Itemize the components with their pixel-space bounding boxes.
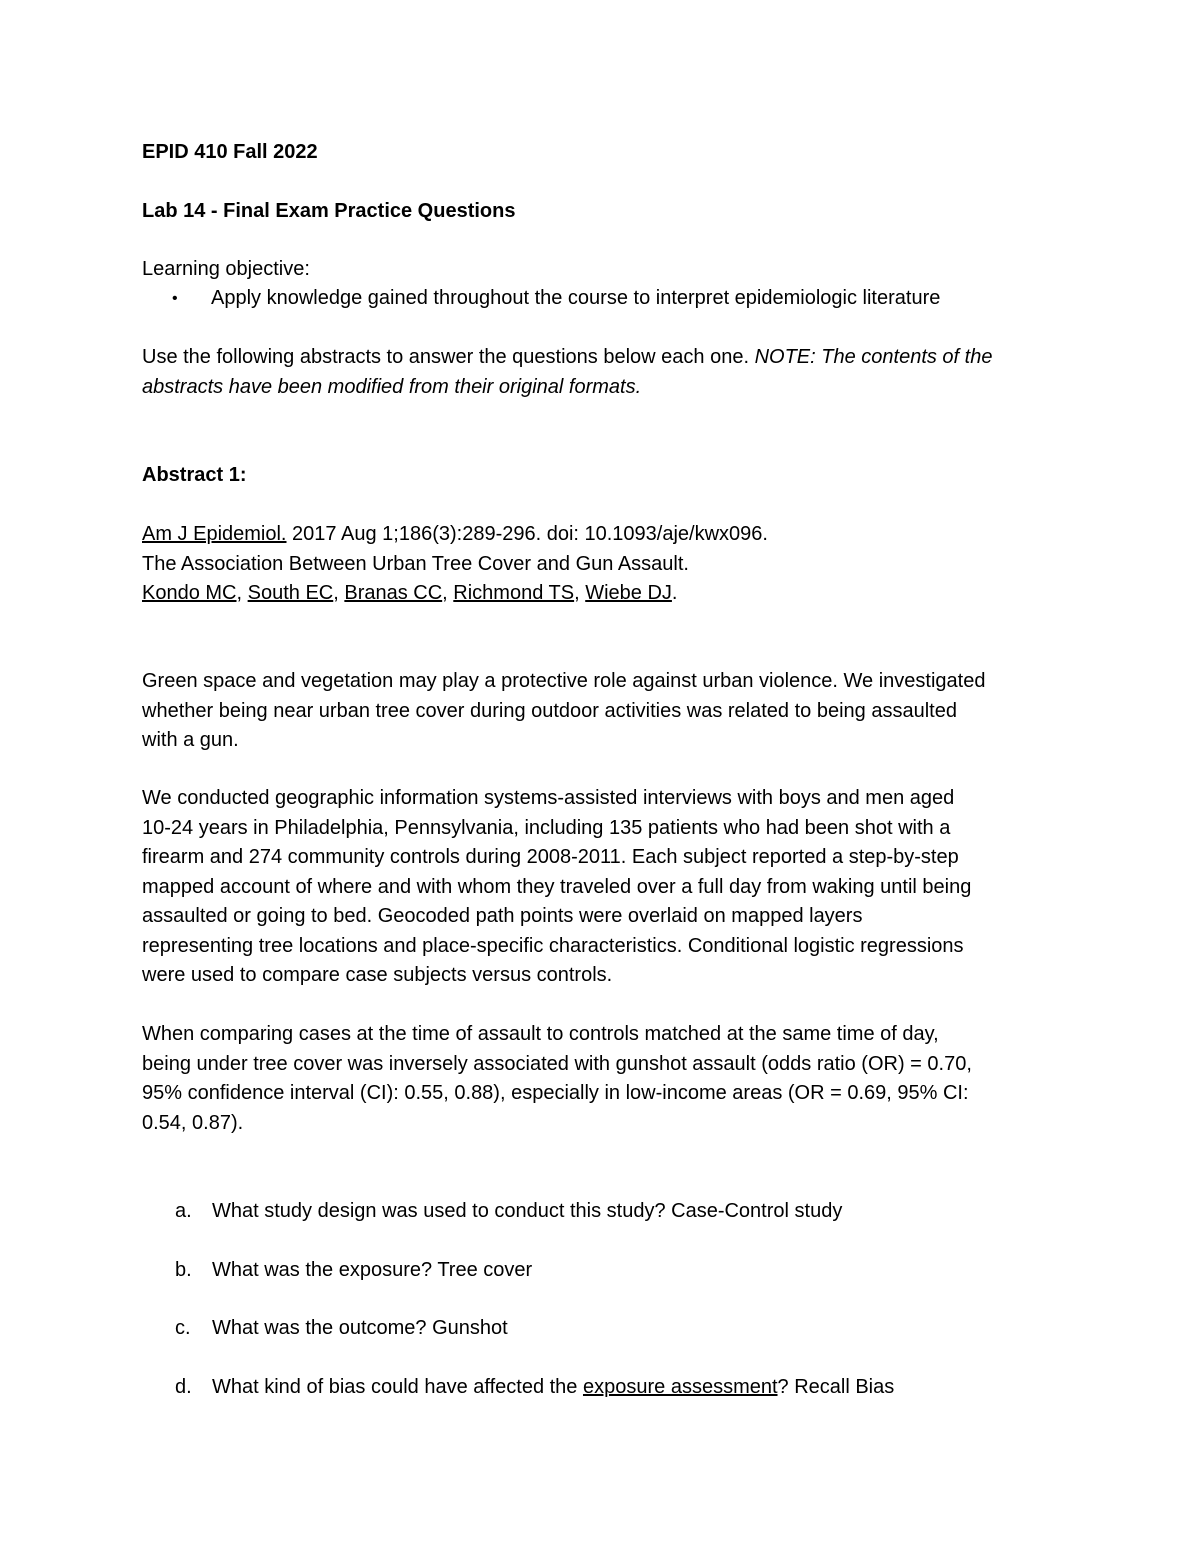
author-separator: , (333, 582, 345, 604)
author-link[interactable]: Branas CC (344, 582, 443, 604)
author-link[interactable]: Kondo MC (142, 582, 237, 604)
question-letter: b. (175, 1259, 192, 1281)
abstract-heading: Abstract 1: (142, 464, 247, 486)
author-link[interactable]: Richmond TS (453, 582, 575, 604)
citation (142, 520, 1072, 609)
paragraph-line: When comparing cases at the time of assault to controls matched at the same time of day, (142, 1023, 939, 1045)
paragraph-line: Green space and vegetation may play a protective role against urban violence. We investigated (142, 670, 986, 692)
question-text: What was the outcome? Gunshot (212, 1317, 508, 1339)
course-title: EPID 410 Fall 2022 (142, 141, 318, 163)
author-link[interactable]: South EC (247, 582, 334, 604)
question-underlined-term: exposure assessment (582, 1376, 778, 1398)
paragraph-line: were used to compare case subjects versus controls. (142, 964, 613, 986)
paragraph-line: whether being near urban tree cover during outdoor activities was related to being assaulted (142, 699, 957, 722)
paragraph-line: We conducted geographic information systems-assisted interviews with boys and men aged (142, 787, 955, 809)
objective-label: Learning objective: (142, 258, 310, 280)
bullet-icon: • (172, 290, 178, 307)
author-separator: , (574, 582, 586, 604)
question-text: What was the exposure? Tree cover (212, 1259, 533, 1281)
author-separator: , (236, 582, 248, 604)
article-title: The Association Between Urban Tree Cover and Gun Assault. (142, 552, 689, 575)
question-letter: c. (175, 1317, 191, 1339)
instructions (142, 343, 1072, 402)
journal-link[interactable]: Am J Epidemiol. (142, 523, 287, 545)
paragraph-line: firearm and 274 community controls during 2008-2011. Each subject reported a step-by-step (142, 846, 959, 868)
author-list (142, 579, 1072, 609)
question-letter: a. (175, 1200, 192, 1222)
paragraph-line: representing tree locations and place-specific characteristics. Conditional logistic regressions (142, 934, 964, 957)
citation-details: 2017 Aug 1;186(3):289-296. doi: 10.1093/aje/kwx096. (286, 523, 768, 545)
paragraph-line: 0.54, 0.87). (142, 1111, 244, 1134)
author-link[interactable]: Wiebe DJ (585, 582, 672, 604)
instructions-note-line1: NOTE: The contents of the (754, 346, 993, 368)
objective-bullet-text: Apply knowledge gained throughout the course to interpret epidemiologic literature (211, 287, 941, 309)
question-letter: d. (175, 1376, 192, 1398)
paragraph-line: assaulted or going to bed. Geocoded path points were overlaid on mapped layers (142, 905, 863, 927)
lab-title: Lab 14 - Final Exam Practice Questions (142, 200, 516, 222)
abstract-paragraph-results (142, 1020, 1072, 1138)
paragraph-line: mapped account of where and with whom they traveled over a full day from waking until being (142, 875, 972, 898)
instructions-note-line2: abstracts have been modified from their original formats. (142, 375, 642, 398)
abstract-paragraph-methods (142, 784, 1072, 991)
paragraph-line: being under tree cover was inversely associated with gunshot assault (odds ratio (OR) = 0.70, (142, 1052, 972, 1075)
question-text-pre: What kind of bias could have affected the (212, 1376, 583, 1398)
question-text (212, 1373, 894, 1403)
question-text-post: ? Recall Bias (777, 1376, 895, 1398)
instructions-text: Use the following abstracts to answer the questions below each one. (142, 346, 755, 368)
question-text: What study design was used to conduct this study? Case-Control study (212, 1200, 843, 1222)
author-separator: , (442, 582, 454, 604)
abstract-paragraph-background (142, 667, 1072, 756)
paragraph-line: 10-24 years in Philadelphia, Pennsylvania, including 135 patients who had been shot with a (142, 816, 951, 839)
paragraph-line: 95% confidence interval (CI): 0.55, 0.88), especially in low-income areas (OR = 0.69, 95% CI: (142, 1082, 969, 1104)
paragraph-line: with a gun. (142, 729, 239, 751)
author-end: . (671, 582, 678, 604)
